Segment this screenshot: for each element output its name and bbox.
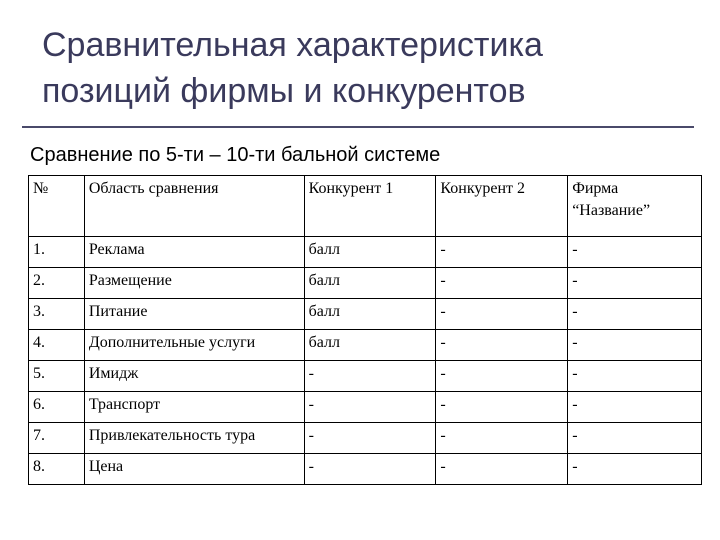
firm-cell: - xyxy=(568,330,702,361)
row-number-cell: 6. xyxy=(29,392,85,423)
competitor-1-cell: балл xyxy=(304,268,436,299)
slide-subtitle: Сравнение по 5-ти – 10-ти бальной системе xyxy=(30,144,441,166)
row-number-cell: 7. xyxy=(29,423,85,454)
row-number-cell: 4. xyxy=(29,330,85,361)
table-row xyxy=(29,454,702,485)
comparison-area-cell: Транспорт xyxy=(84,392,304,423)
table-row xyxy=(29,392,702,423)
header-firm-line-1: Фирма xyxy=(572,180,619,197)
row-number-cell: 8. xyxy=(29,454,85,485)
competitor-1-cell: балл xyxy=(304,237,436,268)
slide-title-line-2: позиций фирмы и конкурентов xyxy=(42,72,526,110)
table-row xyxy=(29,268,702,299)
comparison-table xyxy=(28,175,702,485)
competitor-2-cell: - xyxy=(436,299,568,330)
table-row xyxy=(29,423,702,454)
comparison-area-cell: Дополнительные услуги xyxy=(84,330,304,361)
header-firm-line-2: “Название” xyxy=(572,202,651,219)
firm-cell: - xyxy=(568,237,702,268)
table-body xyxy=(29,237,702,485)
competitor-2-cell: - xyxy=(436,454,568,485)
table-header-row xyxy=(29,176,702,237)
row-number-cell: 1. xyxy=(29,237,85,268)
competitor-1-cell: - xyxy=(304,454,436,485)
competitor-2-cell: - xyxy=(436,392,568,423)
comparison-area-cell: Имидж xyxy=(84,361,304,392)
title-divider xyxy=(22,126,694,128)
header-comparison-area: Область сравнения xyxy=(84,176,304,237)
firm-cell: - xyxy=(568,392,702,423)
comparison-area-cell: Питание xyxy=(84,299,304,330)
competitor-1-cell: балл xyxy=(304,299,436,330)
competitor-2-cell: - xyxy=(436,423,568,454)
competitor-2-cell: - xyxy=(436,237,568,268)
competitor-2-cell: - xyxy=(436,361,568,392)
header-competitor-1: Конкурент 1 xyxy=(304,176,436,237)
comparison-area-cell: Цена xyxy=(84,454,304,485)
comparison-area-cell: Реклама xyxy=(84,237,304,268)
firm-cell: - xyxy=(568,454,702,485)
table-row xyxy=(29,330,702,361)
firm-cell: - xyxy=(568,423,702,454)
slide-title-line-1: Сравнительная характеристика xyxy=(42,26,543,64)
comparison-area-cell: Размещение xyxy=(84,268,304,299)
firm-cell: - xyxy=(568,268,702,299)
row-number-cell: 3. xyxy=(29,299,85,330)
table-row xyxy=(29,237,702,268)
row-number-cell: 5. xyxy=(29,361,85,392)
table-header xyxy=(29,176,702,237)
competitor-1-cell: балл xyxy=(304,330,436,361)
firm-cell: - xyxy=(568,299,702,330)
competitor-2-cell: - xyxy=(436,330,568,361)
competitor-1-cell: - xyxy=(304,423,436,454)
table-row xyxy=(29,299,702,330)
header-competitor-2: Конкурент 2 xyxy=(436,176,568,237)
competitor-1-cell: - xyxy=(304,392,436,423)
row-number-cell: 2. xyxy=(29,268,85,299)
competitor-2-cell: - xyxy=(436,268,568,299)
table-row xyxy=(29,361,702,392)
firm-cell: - xyxy=(568,361,702,392)
slide-title xyxy=(42,22,702,114)
comparison-area-cell: Привлекательность тура xyxy=(84,423,304,454)
header-firm xyxy=(568,176,702,237)
competitor-1-cell: - xyxy=(304,361,436,392)
header-number: № xyxy=(29,176,85,237)
